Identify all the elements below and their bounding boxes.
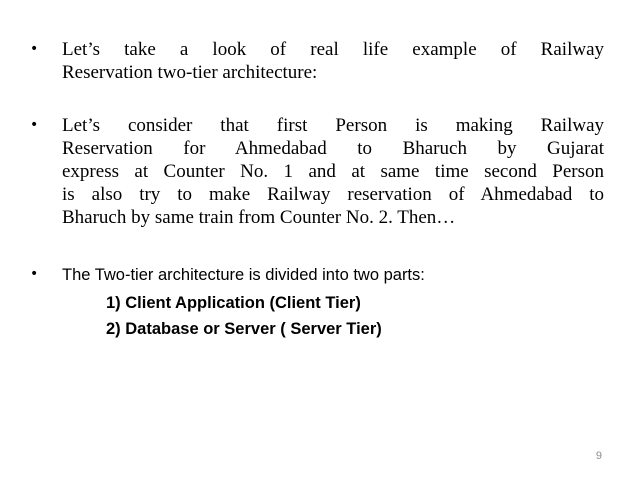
bullet-line: Reservation two-tier architecture: — [62, 62, 318, 83]
bullet-text — [62, 114, 604, 229]
bullet-line: Reservation for Ahmedabad to Bharuch by Gujarat — [62, 138, 604, 159]
bullet-line: Let’s consider that first Person is making Railway — [62, 115, 604, 136]
bullet-reservation-scenario — [30, 114, 604, 229]
sub-item-server-tier: 2) Database or Server ( Server Tier) — [106, 320, 382, 338]
bullet-two-tier-parts — [30, 264, 604, 286]
bullet-marker: • — [30, 41, 39, 57]
bullet-railway-example — [30, 38, 604, 84]
bullet-line: is also try to make Railway reservation of Ahmedabad to — [62, 184, 604, 205]
bullet-text — [62, 38, 604, 84]
bullet-marker: • — [30, 117, 39, 133]
bullet-line: Let’s take a look of real life example of Railway — [62, 39, 604, 60]
bullet-line: Bharuch by same train from Counter No. 2. Then… — [62, 207, 456, 228]
bullet-line: express at Counter No. 1 and at same time second Person — [62, 161, 604, 182]
bullet-text: The Two-tier architecture is divided into two parts: — [62, 266, 425, 284]
sub-item-client-tier: 1) Client Application (Client Tier) — [106, 294, 361, 312]
page-number: 9 — [595, 450, 602, 462]
bullet-marker: • — [30, 266, 39, 282]
